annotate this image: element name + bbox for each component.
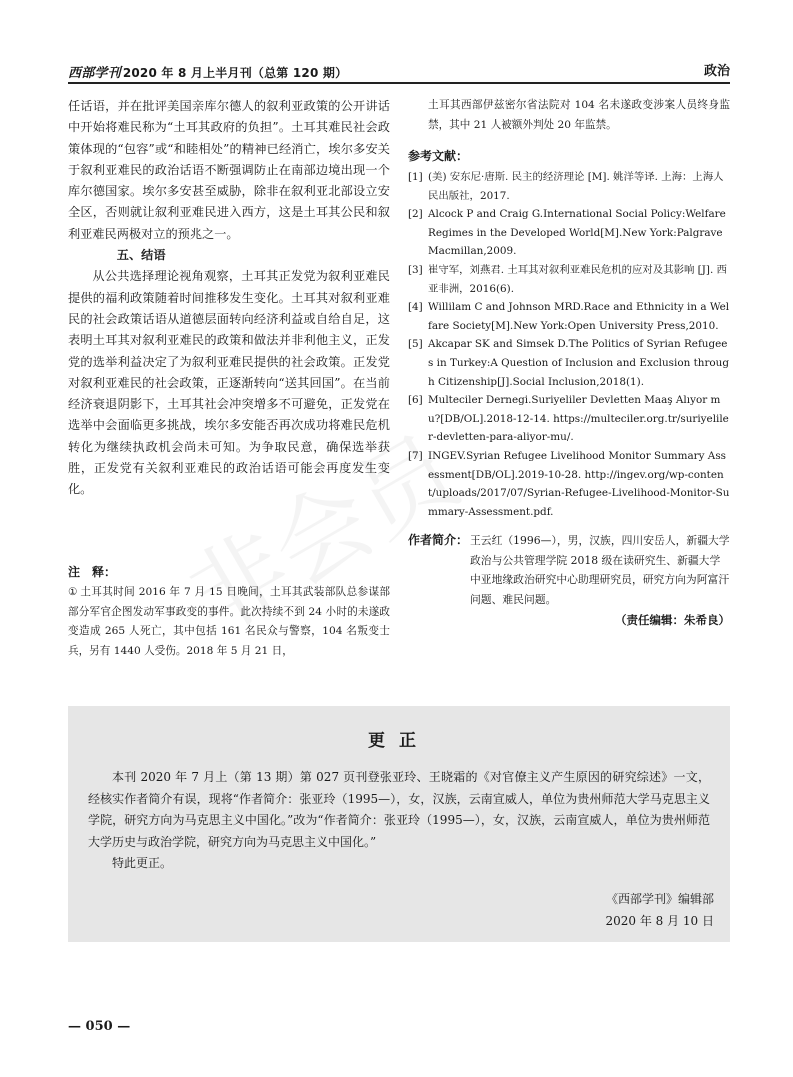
journal-logo: 西部学刊 xyxy=(68,66,121,81)
reference-item xyxy=(408,168,730,205)
reference-number: [6] xyxy=(408,394,423,407)
body-paragraph: 从公共选择理论视角观察，土耳其正发党为叙利亚难民提供的福利政策随着时间推移发生变化。土耳其对叙利亚难民的社会政策话语从道德层面转向经济利益或自给自足，这表明土耳其对叙利亚难民的政策和做法并非利他主义，正发党的选举利益决定了为叙利亚难民提供的社会政策。正发党对叙利亚难民的社会政策，正逐渐转向“送其回国”。在当前经济衰退阴影下，土耳其社会冲突增多不可避免，正发党在选举中会面临更多挑战，埃尔多安能否再次成功将难民危机转化为继续执政机会尚未可知。为争取民意，确保选举获胜，正发党有关叙利亚难民的政治话语可能会再度发生变化。 xyxy=(68,269,390,497)
reference-text: INGEV.Syrian Refugee Livelihood Monitor Summary Assessment[DB/OL].2019-10-28. http://ingev.org/wp-content/uploads/2017/07/Syrian-Refugee-Livelihood-Monitor-Summary-Assessment.pdf. xyxy=(428,449,730,518)
section-heading: 五、结语 xyxy=(116,248,166,263)
reference-item xyxy=(408,447,730,521)
body-paragraph: 任话语，并在批评美国亲库尔德人的叙利亚政策的公开讲话中开始将难民称为“土耳其政府的负担”。土耳其难民社会政策体现的“包容”或“和睦相处”的精神已经消亡，埃尔多安关于叙利亚难民的政治话语不断强调防止在南部边境出现一个库尔德国家。埃尔多安甚至威胁，除非在叙利亚北部设立安全区，否则就让叙利亚难民进入西方，这是土耳其公民和叙利亚难民两极对立的预兆之一。 xyxy=(68,99,390,241)
references-list xyxy=(408,168,730,521)
article-body xyxy=(68,96,390,501)
notes-body xyxy=(68,583,390,661)
notes-title: 注 释： xyxy=(68,565,117,579)
note-continuation: 土耳其西部伊兹密尔省法院对 104 名未遂政变涉案人员终身监禁，其中 21 人被额外判处 20 年监禁。 xyxy=(428,99,730,131)
note-text: 土耳其时间 2016 年 7 月 15 日晚间，土耳其武装部队总参谋部部分军官企图发动军事政变的事件。此次持续不到 24 小时的未遂政变造成 265 人死亡，其中包括 161 名民众与警察，104 名叛变士兵，另有 1440 人受伤。2018 年 5 月 21 日， xyxy=(68,586,390,657)
correction-notice xyxy=(68,706,730,942)
reference-item xyxy=(408,391,730,447)
editor-credit: （责任编辑：朱希良） xyxy=(615,612,730,627)
reference-text: Willilam C and Johnson MRD.Race and Ethnicity in a Welfare Society[M].New York:Open University Press,2010. xyxy=(428,301,730,332)
reference-number: [2] xyxy=(408,208,423,221)
reference-item xyxy=(408,335,730,391)
reference-number: [1] xyxy=(408,171,423,183)
correction-title: 更正 xyxy=(368,731,430,751)
correction-body xyxy=(88,767,710,875)
left-column xyxy=(68,96,390,501)
reference-text: 崔守军，刘燕君. 土耳其对叙利亚难民危机的应对及其影响 [J]. 西亚非洲，2016(6). xyxy=(428,263,727,295)
reference-item xyxy=(408,261,730,298)
page-number: — 050 — xyxy=(68,1019,131,1034)
signature-date: 2020 年 8 月 10 日 xyxy=(605,914,714,928)
note-marker: ① xyxy=(68,586,78,598)
journal-info xyxy=(68,62,347,81)
author-text: 王云红（1996—），男，汉族，四川安岳人，新疆大学政治与公共管理学院 2018 级在读研究生、新疆大学中亚地缘政治研究中心助理研究员，研究方向为阿富汗问题、难民问题。 xyxy=(470,534,730,607)
author-label: 作者简介： xyxy=(408,533,469,548)
correction-signature xyxy=(605,888,714,932)
reference-item xyxy=(408,205,730,261)
page-header xyxy=(68,60,730,82)
header-divider xyxy=(68,82,730,84)
reference-item xyxy=(408,298,730,335)
correction-paragraph: 特此更正。 xyxy=(112,856,173,870)
section-label: 政治 xyxy=(703,64,730,79)
signature-org: 《西部学刊》编辑部 xyxy=(605,892,714,906)
reference-text: Alcock P and Craig G.International Social Policy:Welfare Regimes in the Developed World[M].New York:Palgrave Macmillan,2009. xyxy=(428,208,726,258)
reference-text: Multeciler Dernegi.Suriyeliler Devletten Maaş Alıyor mu?[DB/OL].2018-12-14. https://multeciler.org.tr/suriyeliler-devletten-para-aliyor-mu/. xyxy=(428,394,729,444)
reference-number: [4] xyxy=(408,301,423,314)
reference-number: [5] xyxy=(408,338,423,351)
right-column xyxy=(408,96,730,628)
reference-number: [7] xyxy=(408,449,423,462)
reference-text: (美) 安东尼·唐斯. 民主的经济理论 [M]. 姚洋等译. 上海：上海人民出版社，2017. xyxy=(428,171,724,202)
reference-text: Akcapar SK and Simsek D.The Politics of Syrian Refugees in Turkey:A Question of Inclusion and Exclusion through Citizenship[J].Social Inclusion,2018(1). xyxy=(428,338,730,388)
correction-paragraph: 本刊 2020 年 7 月上（第 13 期）第 027 页刊登张亚玲、王晓霜的《对官僚主义产生原因的研究综述》一文，经核实作者简介有误，现将“作者简介：张亚玲（1995—），女，汉族，云南宣威人，单位为贵州师范大学马克思主义学院，研究方向为马克思主义中国化。”改为“作者简介：张亚玲（1995—），女，汉族，云南宣威人，单位为贵州师范大学历史与政治学院，研究方向为马克思主义中国化。” xyxy=(88,770,710,849)
issue-label: 2020 年 8 月上半月刊（总第 120 期） xyxy=(122,66,348,80)
references-title: 参考文献： xyxy=(408,149,469,163)
author-bio xyxy=(408,531,730,609)
reference-number: [3] xyxy=(408,263,423,276)
